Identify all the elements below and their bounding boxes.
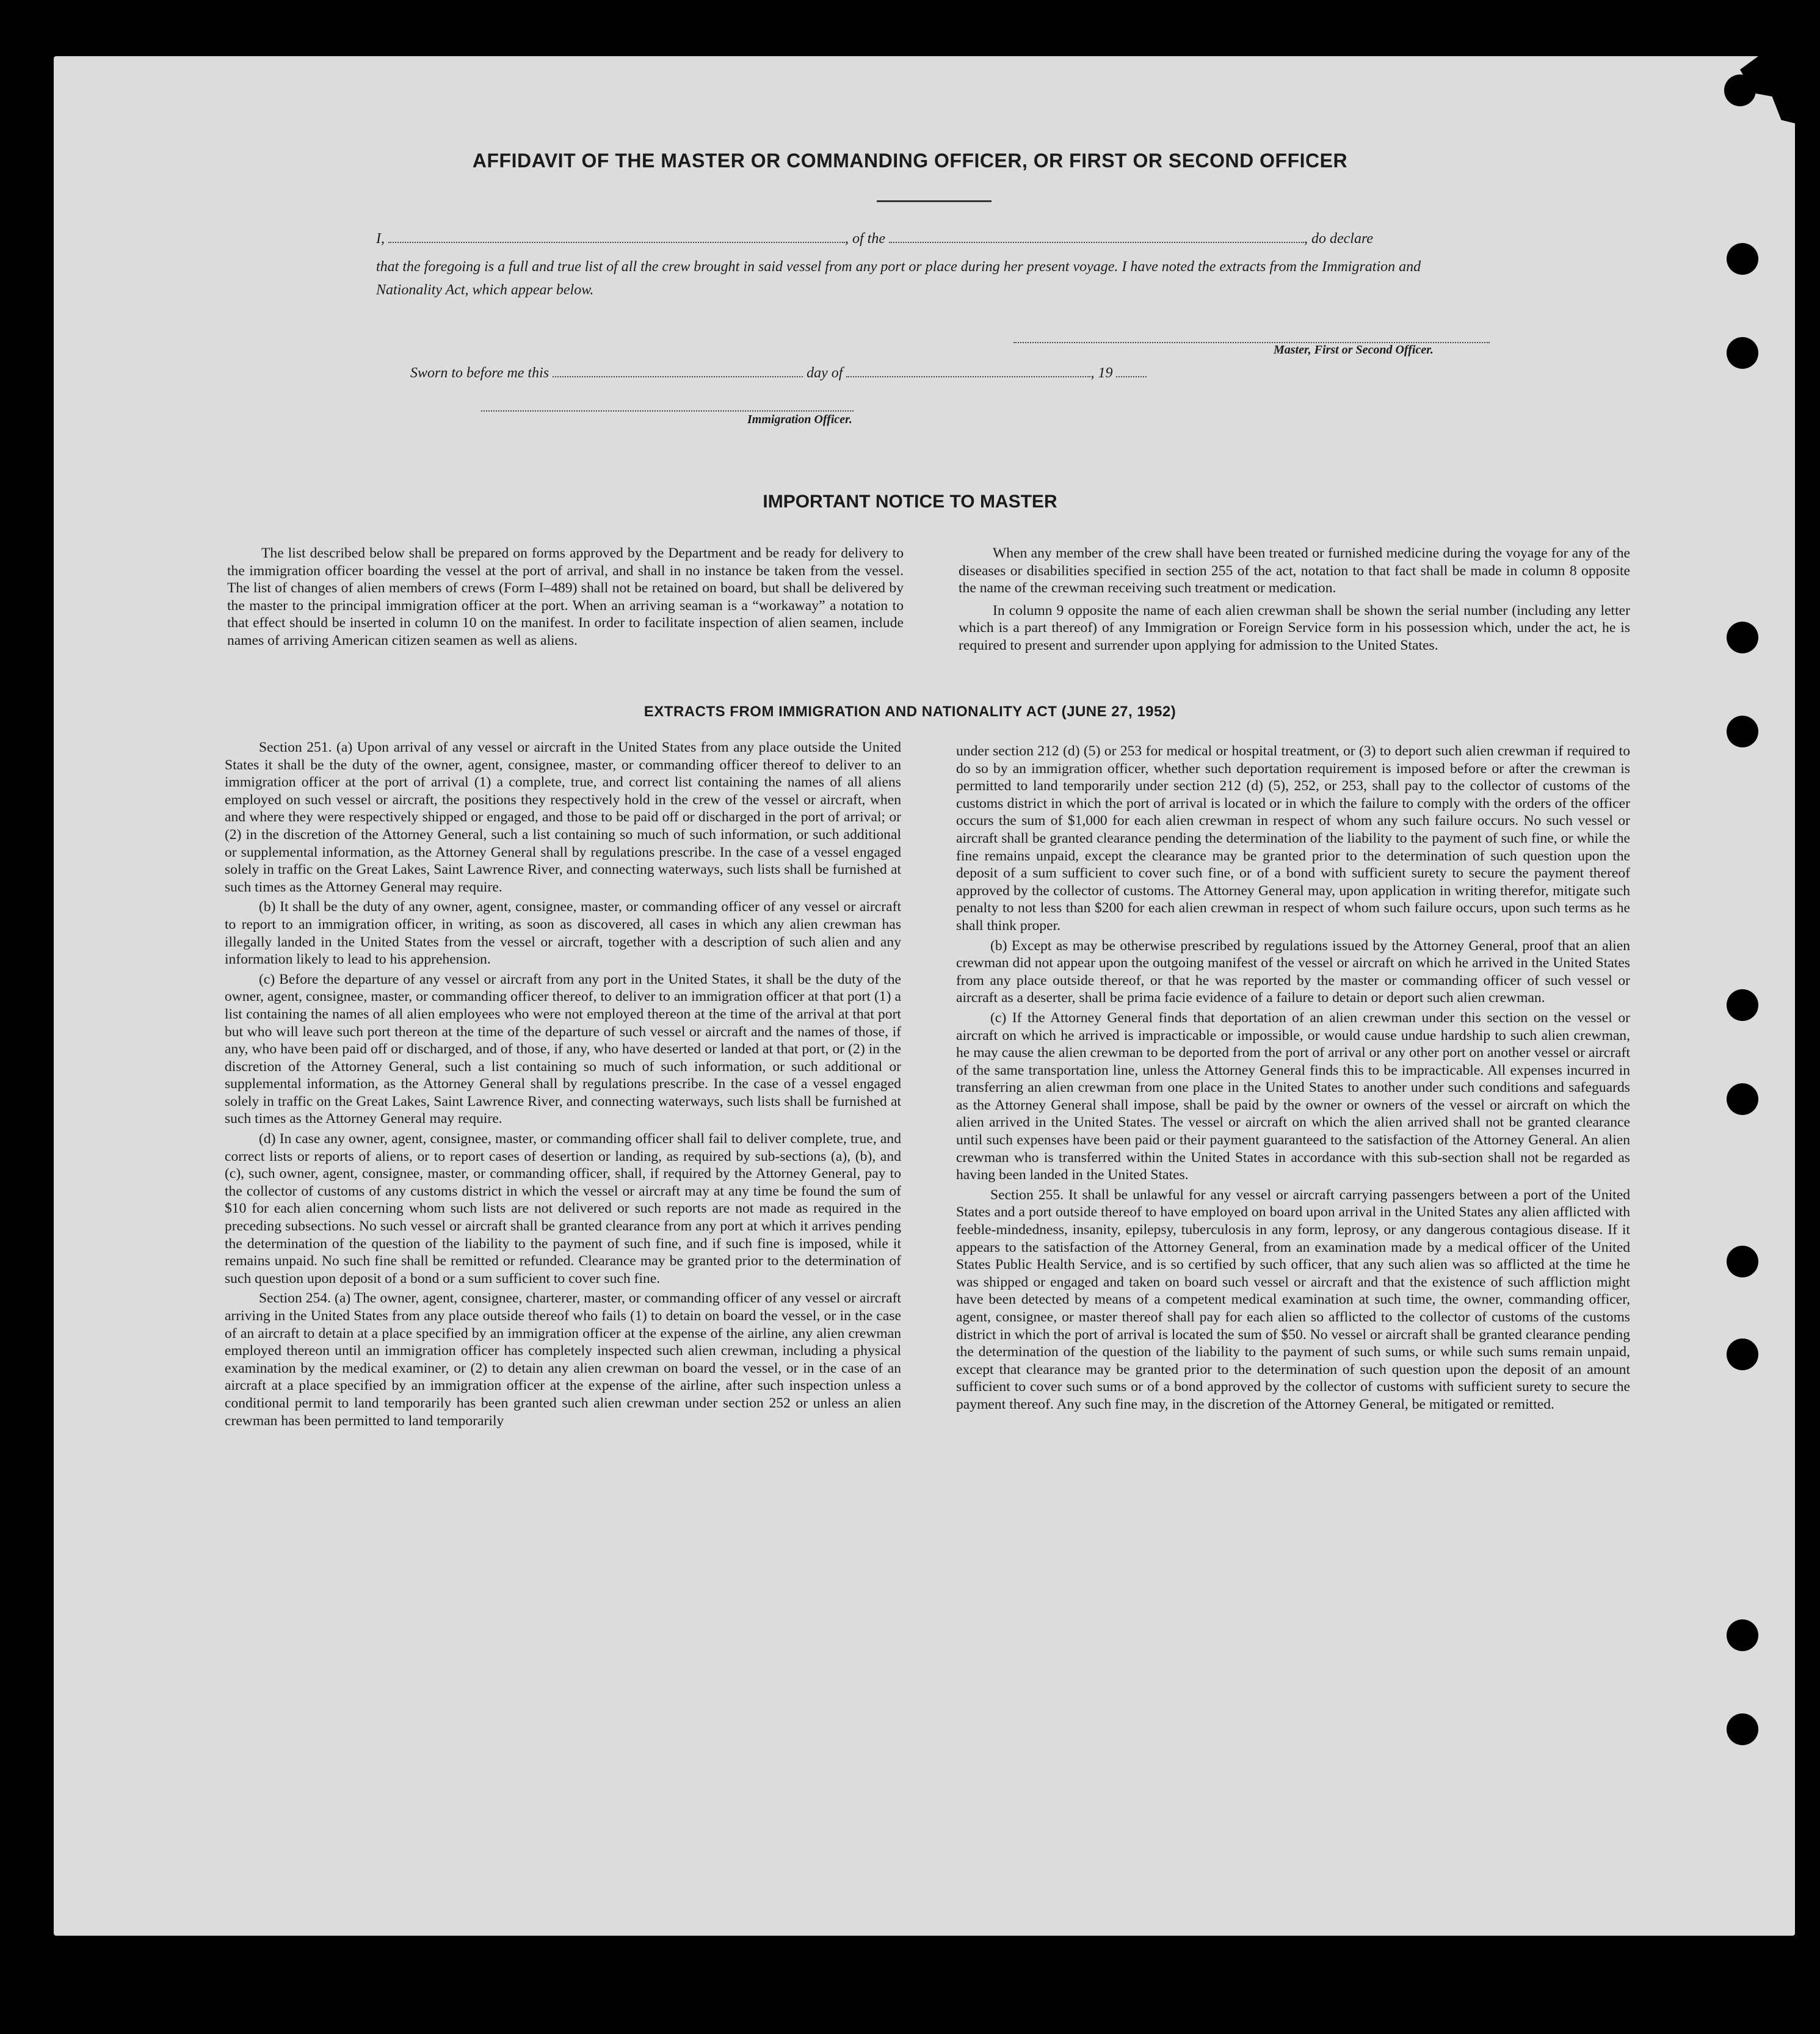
immigration-officer-line [481, 410, 854, 412]
punch-hole [1727, 622, 1758, 653]
section-254-a: Section 254. (a) The owner, agent, consignee, charterer, master, or commanding officer of any vessel or aircraft arriving in the United States from any place outside thereof who fails (1) to detain on board the vessel, or in the case of an aircraft to detain at a place specified by an immigration officer at the expense of the airline, any alien crewman employed thereon until an immigration officer has completely inspected such alien crewman, including a physical examination by the medical examiner, or (2) to detain any alien crewman on board the vessel, or in the case of an aircraft at a place specified by an immigration officer at the expense of the airline, after such inspection unless a conditional permit to land temporarily has been granted such alien crewman under section 252 or unless an alien crewman has been permitted to land temporarily [225, 1290, 901, 1429]
punch-hole [1724, 74, 1756, 106]
decl-do-declare: , do declare [1304, 231, 1374, 247]
extracts-right-column [956, 743, 1630, 1416]
punch-hole [1727, 989, 1758, 1021]
immigration-officer-label: Immigration Officer. [747, 413, 852, 426]
sworn-month-blank [846, 364, 1090, 377]
notice-heading: IMPORTANT NOTICE TO MASTER [763, 492, 1057, 512]
name-blank [388, 230, 845, 243]
section-254-a-continued: under section 212 (d) (5) or 253 for medical or hospital treatment, or (3) to deport such alien crewman if required to do so by an immigration officer, whether such deportation requirement is imposed before or after the crewman is permitted to land temporarily under section 212 (d) (5), 252, or 253, shall pay to the collector of customs of the customs district in which the port of arrival is located or in which the failure to comply with the orders of the officer occurs the sum of $1,000 for each alien crewman in respect of whom any such failure occurs. No such vessel or aircraft shall be granted clearance pending the determination of the liability to the payment of such fine, or while the fine remains unpaid, except the clearance may be granted prior to the determination of such question upon the deposit of a sum sufficient to cover such fine, or of a bond with sufficient surety to secure the payment thereof approved by the collector of customs. The Attorney General may, upon application in writing therefor, mitigate such penalty to not less than $200 for each alien crewman in respect of whom such failure occurs, upon such terms as he shall think proper. [956, 743, 1630, 934]
extracts-left-column [225, 739, 901, 1432]
day-of-text: day of [807, 365, 843, 381]
sworn-line [410, 361, 1265, 385]
sworn-before-text: Sworn to before me this [410, 365, 549, 381]
punch-hole [1727, 1713, 1758, 1745]
section-255: Section 255. It shall be unlawful for any vessel or aircraft carrying passengers between a port of the United States and a port outside thereof to have employed on board upon arrival in the United States any alien afflicted with feeble-mindedness, insanity, epilepsy, tuberculosis in any form, leprosy, or any dangerous contagious disease. If it appears to the satisfaction of the Attorney General, from an examination made by a medical officer of the United States Public Health Service, and is so certified by such officer, that any such alien was so afflicted at the time he was shipped or engaged and taken on board such vessel or aircraft and that the existence of such affliction might have been detected by means of a competent medical examination at such time, the owner, commanding officer, agent, consignee, or master thereof shall pay for each alien so afflicted to the collector of customs of the customs district in which the port of arrival is located the sum of $50. No vessel or aircraft shall be granted clearance pending the determination of the question of the liability to the payment of such sums, or while such sums remain unpaid, except that clearance may be granted prior to the determination of such question upon the deposit of an amount sufficient to cover such sums or of a bond approved by the collector of customs with sufficient surety to secure the payment thereof. Any such fine may, in the discretion of the Attorney General, be mitigated or remitted. [956, 1186, 1630, 1412]
notice-right-paragraph-2: In column 9 opposite the name of each alien crewman shall be shown the serial number (including any letter which is a part thereof) of any Immigration or Foreign Service form in his possession which, under the act, he is required to present and surrender upon applying for admission to the United States. [959, 602, 1630, 653]
section-251-c: (c) Before the departure of any vessel or aircraft from any port in the United States, it shall be the duty of the owner, agent, consignee, master, or commanding officer thereof, to deliver to an immigration officer at that port (1) a list containing the names of all alien employees who were not employed thereon at the time of the arrival at that port but who will leave such port thereon at the time of the departure of such vessel or aircraft and the names of those, if any, who have been paid off or discharged, and of those, if any, who have deserted or landed at that port, or (2) in the discretion of the Attorney General, such a list containing so much of such information, or such additional or supplemental information, as the Attorney General shall by regulations prescribe. In the case of a vessel engaged solely in traffic on the Great Lakes, Saint Lawrence River, and connecting waterways, such lists shall be furnished at such times as the Attorney General may require. [225, 971, 901, 1127]
notice-right-column [959, 545, 1630, 657]
section-251-a: Section 251. (a) Upon arrival of any vessel or aircraft in the United States from any place outside the United States it shall be the duty of the owner, agent, consignee, master, or commanding officer thereof to deliver to an immigration officer at the port of arrival (1) a complete, true, and correct list containing the names of all aliens employed on such vessel or aircraft, the positions they respectively hold in the crew of the vessel or aircraft, when and where they were respectively shipped or engaged, and those to be paid off or discharged in the port of arrival; or (2) in the discretion of the Attorney General, such a list containing so much of such information, or such additional or supplemental information, as the Attorney General shall by regulations prescribe. In the case of a vessel engaged solely in traffic on the Great Lakes, Saint Lawrence River, and connecting waterways, such lists shall be furnished at such times as the Attorney General may require. [225, 739, 901, 895]
punch-hole [1727, 243, 1758, 275]
notice-right-paragraph-1: When any member of the crew shall have been treated or furnished medicine during the voyage for any of the diseases or disabilities specified in section 255 of the act, notation to that fact shall be made in column 8 opposite the name of the crewman receiving such treatment or medication. [959, 545, 1630, 597]
extracts-heading: EXTRACTS FROM IMMIGRATION AND NATIONALITY ACT (JUNE 27, 1952) [644, 703, 1176, 720]
decl-of-the: , of the [845, 231, 885, 247]
vessel-blank [889, 230, 1304, 243]
punch-hole [1727, 1246, 1758, 1277]
notice-left-paragraph: The list described below shall be prepared on forms approved by the Department and be ready for delivery to the immigration officer boarding the vessel at the port of arrival, and shall in no instance be taken from the vessel. The list of changes of alien members of crews (Form I–489) shall not be retained on board, but shall be delivered by the master to the principal immigration officer at the port. When an arriving seaman is a “workaway” a notation to that effect should be inserted in column 10 on the manifest. In order to facilitate inspection of alien seamen, include names of arriving American citizen seamen as well as aliens. [227, 545, 904, 648]
punch-hole [1727, 337, 1758, 369]
decl-i: I, [376, 231, 385, 247]
punch-hole [1727, 1338, 1758, 1370]
section-254-c: (c) If the Attorney General finds that deportation of an alien crewman under this section on the vessel or aircraft on which he arrived is impracticable or impossible, or would cause undue hardship to such alien crewman, he may cause the alien crewman to be deported from the port of arrival or any other port on another vessel or aircraft of the same transportation line, unless the Attorney General finds this to be impracticable. All expenses incurred in transferring an alien crewman from one place in the United States to another under such conditions and safeguards as the Attorney General shall impose, shall be paid by the owner or owners of the vessel or aircraft on which the alien arrived in the United States. The vessel or aircraft on which the alien arrived shall not be granted clearance until such expenses have been paid or their payment guaranteed to the satisfaction of the Attorney General. An alien crewman who is transferred within the United States in accordance with this sub-section shall not be regarded as having been landed in the United States. [956, 1009, 1630, 1183]
notice-left-column [227, 545, 904, 652]
punch-hole [1727, 1083, 1758, 1115]
year-prefix-text: , 19 [1090, 365, 1113, 381]
declaration-body: that the foregoing is a full and true list of all the crew brought in said vessel from any port or place during her present voyage. I have noted the extracts from the Immigration and Nationality Act, which appear below. [376, 259, 1421, 298]
sworn-year-blank [1116, 364, 1147, 377]
punch-hole [1727, 1619, 1758, 1651]
section-251-b: (b) It shall be the duty of any owner, agent, consignee, master, or commanding officer of any vessel or aircraft to report to an immigration officer, in writing, as soon as discovered, all cases in which any alien crewman has illegally landed in the United States from the vessel or aircraft, together with a description of such alien and any information likely to lead to his apprehension. [225, 899, 901, 968]
affidavit-title: AFFIDAVIT OF THE MASTER OR COMMANDING OFFICER, OR FIRST OR SECOND OFFICER [472, 150, 1348, 172]
master-signature-label: Master, First or Second Officer. [1274, 343, 1434, 357]
section-251-d: (d) In case any owner, agent, consignee, master, or commanding officer shall fail to deliver complete, true, and correct lists or reports of aliens, or to report cases of desertion or landing, as required by sub-sections (a), (b), and (c), such owner, agent, consignee, master, or commanding officer, shall, if required by the Attorney General, pay to the collector of customs of any customs district in which the vessel or aircraft may at any time be found the sum of $10 for each alien concerning whom such lists are not delivered or such reports are not made as required in the preceding subsections. No such vessel or aircraft shall be granted clearance from any port at which it arrives pending the determination of the question of the liability to the payment of such fine, and if such fine is imposed, while it remains unpaid. No such fine shall be remitted or refunded. Clearance may be granted prior to the determination of such question upon deposit of a bond or a sum sufficient to cover such fine. [225, 1131, 901, 1287]
title-rule [877, 200, 992, 202]
sworn-day-blank [553, 364, 803, 377]
section-254-b: (b) Except as may be otherwise prescribed by regulations issued by the Attorney General, proof that an alien crewman did not appear upon the outgoing manifest of the vessel or aircraft on which he arrived in the United States from any place outside thereof, or that he was reported by the master or commanding officer of such vessel or aircraft as a deserter, shall be prima facie evidence of a failure to detain or deport such alien crewman. [956, 937, 1630, 1006]
declaration-line [376, 227, 1487, 250]
